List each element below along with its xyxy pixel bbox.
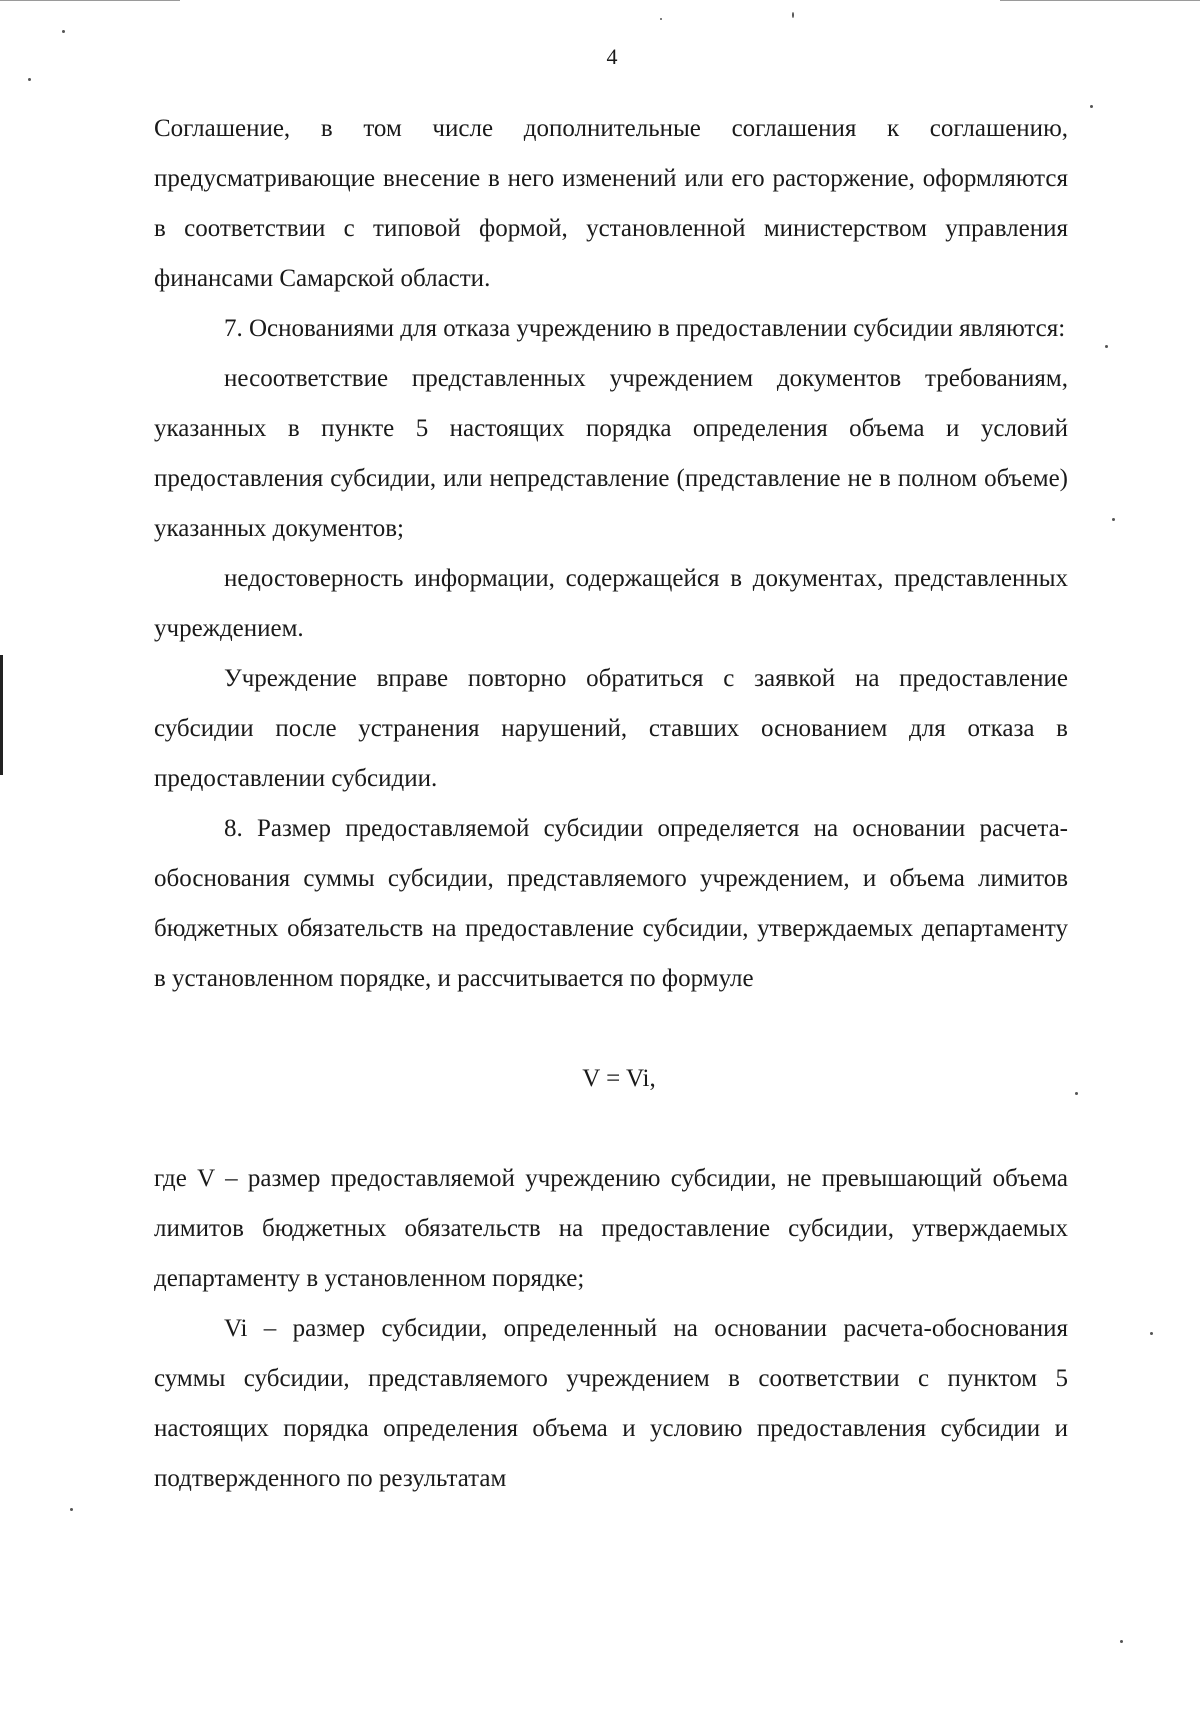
scan-edge-mark [0,655,3,775]
paragraph: Соглашение, в том числе дополнительные соглашения к соглашению, предусматривающие внесение в него изменений или его расторжение, оформляются в соответствии с типовой формой, установленной министерством управления финансами Самарской области. [154,115,1068,292]
formula-text: V = Vi, [582,1065,656,1092]
document-body [154,104,1068,1504]
scan-speck [70,1508,73,1511]
scan-speck [1150,1332,1153,1335]
scan-speck [1120,1640,1123,1643]
paragraph: 7. Основаниями для отказа учреждению в предоставлении субсидии являются: [224,315,1066,342]
scan-edge-rule [0,0,180,1]
paragraph: Vi – размер субсидии, определенный на основании расчета-обоснования суммы субсидии, представляемого учреждением в соответствии с пунктом 5 настоящих порядка определения объема и условию предоставления субсидии и подтвержденного по результатам [154,1315,1068,1492]
scan-edge-rule [1000,0,1200,1]
scan-speck [62,30,65,33]
page-number: 4 [606,44,618,69]
paragraph: Учреждение вправе повторно обратиться с заявкой на предоставление субсидии после устранения нарушений, ставших основанием для отказа в предоставлении субсидии. [154,665,1068,792]
formula [154,1004,1068,1154]
paragraph: где V – размер предоставляемой учреждению субсидии, не превышающий объема лимитов бюджетных обязательств на предоставление субсидии, утверждаемых департаменту в установленном порядке; [154,1165,1068,1292]
paragraph: недостоверность информации, содержащейся в документах, представленных учреждением. [154,565,1068,642]
scan-speck [1112,518,1115,521]
scan-speck [792,12,794,18]
paragraph: несоответствие представленных учреждением документов требованиям, указанных в пункте 5 настоящих порядка определения объема и условий предоставления субсидии, или непредставление (представление не в полном объеме) указанных документов; [154,365,1068,542]
scan-speck [28,78,31,81]
scan-speck [1090,105,1093,108]
scan-speck [1105,345,1108,348]
scan-speck [660,18,662,20]
paragraph: 8. Размер предоставляемой субсидии определяется на основании расчета-обоснования суммы субсидии, представляемого учреждением, и объема лимитов бюджетных обязательств на предоставление субсидии, утверждаемых департаменту в установленном порядке, и рассчитывается по формуле [154,815,1068,992]
scan-speck [1075,1092,1078,1095]
